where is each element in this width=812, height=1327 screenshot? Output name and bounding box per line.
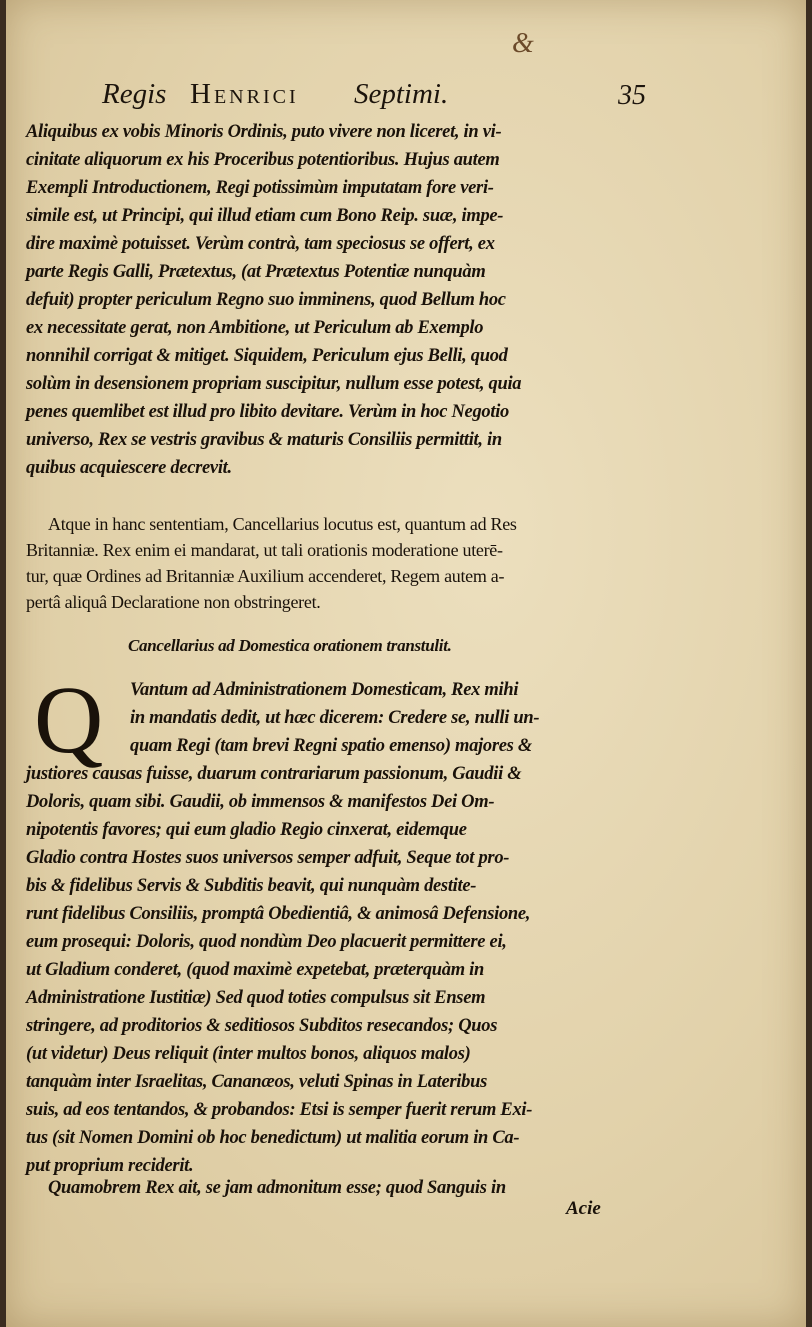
text-line: quibus acquiescere decrevit. [26, 458, 232, 478]
text-line: stringere, ad proditorios & seditiosos Subditos resecandos; Quos [26, 1016, 498, 1036]
text-line: Exempli Introductionem, Regi potissimùm imputatam fore veri- [26, 178, 494, 198]
text-line: Aliquibus ex vobis Minoris Ordinis, puto vivere non liceret, in vi- [26, 122, 502, 142]
text-line: in mandatis dedit, ut hæc dicerem: Credere se, nulli un- [130, 708, 540, 728]
text-line: Vantum ad Administrationem Domesticam, Rex mihi [130, 680, 519, 700]
text-line: ut Gladium conderet, (quod maximè expetebat, præterquàm in [26, 960, 484, 980]
corner-mark: & [512, 28, 534, 59]
text-line: put proprium reciderit. [26, 1156, 194, 1176]
text-line: Britanniæ. Rex enim ei mandarat, ut tali orationis moderatione uterē- [26, 540, 503, 560]
text-line: tanquàm inter Israelitas, Cananæos, veluti Spinas in Lateribus [26, 1072, 487, 1092]
text-line: Atque in hanc sententiam, Cancellarius locutus est, quantum ad Res [48, 514, 517, 534]
header-septimi: Septimi. [354, 78, 449, 110]
text-line: solùm in desensionem propriam suscipitur, nullum esse potest, quia [26, 374, 522, 394]
text-line: Doloris, quam sibi. Gaudii, ob immensos & manifestos Dei Om- [26, 792, 495, 812]
text-line: eum prosequi: Doloris, quod nondùm Deo placuerit permittere ei, [26, 932, 507, 952]
text-line: justiores causas fuisse, duarum contrariarum passionum, Gaudii & [26, 764, 522, 784]
text-line: tur, quæ Ordines ad Britanniæ Auxilium accenderet, Regem autem a- [26, 566, 505, 586]
text-line: Quamobrem Rex ait, se jam admonitum esse; quod Sanguis in [48, 1178, 506, 1198]
text-line: simile est, ut Principi, qui illud etiam cum Bono Reip. suæ, impe- [26, 206, 504, 226]
text-line: nipotentis favores; qui eum gladio Regio cinxerat, eidemque [26, 820, 467, 840]
text-line: Gladio contra Hostes suos universos semper adfuit, Seque tot pro- [26, 848, 510, 868]
page-number: 35 [618, 80, 646, 111]
catchword: Acie [566, 1198, 601, 1219]
text-line: universo, Rex se vestris gravibus & maturis Consiliis permittit, in [26, 430, 502, 450]
text-line: (ut videtur) Deus reliquit (inter multos bonos, aliquos malos) [26, 1044, 471, 1064]
running-header [102, 78, 662, 118]
book-page [6, 0, 806, 1327]
text-line: dire maximè potuisset. Verùm contrà, tam speciosus se offert, ex [26, 234, 495, 254]
text-line: pertâ aliquâ Declaratione non obstringeret. [26, 592, 321, 612]
text-line: runt fidelibus Consiliis, promptâ Obedientiâ, & animosâ Defensione, [26, 904, 531, 924]
header-henrici: Henrici [190, 78, 299, 110]
text-line: nonnihil corrigat & mitiget. Siquidem, Periculum ejus Belli, quod [26, 346, 508, 366]
text-line: parte Regis Galli, Prætextus, (at Prætextus Potentiæ nunquàm [26, 262, 486, 282]
header-regis: Regis [102, 78, 167, 110]
section-heading: Cancellarius ad Domestica orationem transtulit. [128, 636, 452, 655]
text-line: quam Regi (tam brevi Regni spatio emenso) majores & [130, 736, 532, 756]
text-line: Administratione Iustitiæ) Sed quod toties compulsus sit Ensem [26, 988, 486, 1008]
text-line: cinitate aliquorum ex his Proceribus potentioribus. Hujus autem [26, 150, 500, 170]
text-line: penes quemlibet est illud pro libito devitare. Verùm in hoc Negotio [26, 402, 509, 422]
drop-cap: Q [34, 666, 104, 773]
text-line: suis, ad eos tentandos, & probandos: Etsi is semper fuerit rerum Exi- [26, 1100, 533, 1120]
text-line: defuit) propter periculum Regno suo imminens, quod Bellum hoc [26, 290, 506, 310]
text-line: bis & fidelibus Servis & Subditis beavit, qui nunquàm destite- [26, 876, 477, 896]
text-line: tus (sit Nomen Domini ob hoc benedictum) ut malitia eorum in Ca- [26, 1128, 520, 1148]
text-line: ex necessitate gerat, non Ambitione, ut Periculum ab Exemplo [26, 318, 484, 338]
